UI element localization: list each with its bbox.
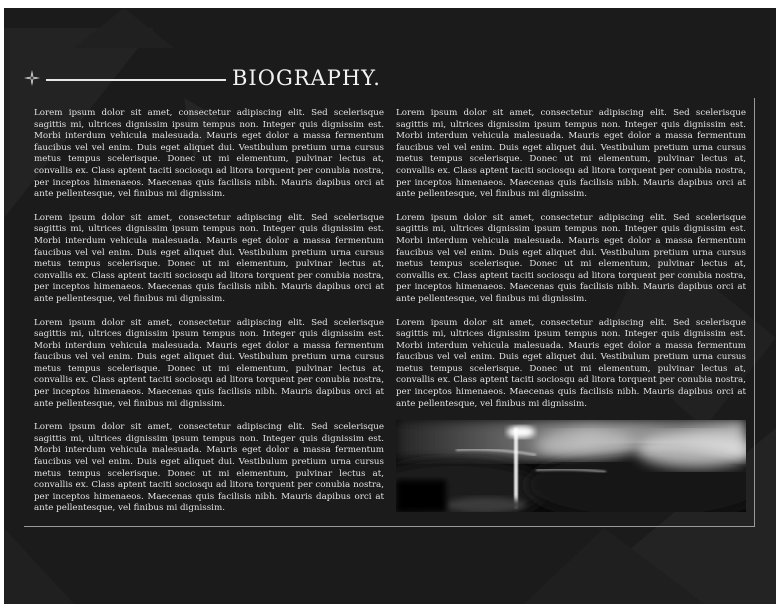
right-paragraph-3: Lorem ipsum dolor sit amet, consectetur adipiscing elit. Sed scelerisque sagittis mi, ultrices dignissim ipsum tempus non. Integer quis dignissim est. Morbi interdum vehicula malesuada. Mauris eget dolor a massa fermentum faucibus vel vel enim. Duis eget aliquet dui. Vestibulum pretium urna cursus metus tempus scelerisque. Donec ut mi elementum, pulvinar lectus at, convallis ex. Class aptent taciti sociosqu ad litora torquent per conubia nostra, per inceptos himenaeos. Maecenas quis facilisis nibh. Mauris dapibus orci at ante pellentesque, vel finibus mi dignissim.	[396, 317, 746, 409]
right-paragraph-2: Lorem ipsum dolor sit amet, consectetur adipiscing elit. Sed scelerisque sagittis mi, ultrices dignissim ipsum tempus non. Integer quis dignissim est. Morbi interdum vehicula malesuada. Mauris eget dolor a massa fermentum faucibus vel vel enim. Duis eget aliquet dui. Vestibulum pretium urna cursus metus tempus scelerisque. Donec ut mi elementum, pulvinar lectus at, convallis ex. Class aptent taciti sociosqu ad litora torquent per conubia nostra, per inceptos himenaeos. Maecenas quis facilisis nibh. Mauris dapibus orci at ante pellentesque, vel finibus mi dignissim.	[396, 212, 746, 304]
left-text-column	[34, 108, 384, 527]
left-paragraph-2: Lorem ipsum dolor sit amet, consectetur adipiscing elit. Sed scelerisque sagittis mi, ultrices dignissim ipsum tempus non. Integer quis dignissim est. Morbi interdum vehicula malesuada. Mauris eget dolor a massa fermentum faucibus vel vel enim. Duis eget aliquet dui. Vestibulum pretium urna cursus metus tempus scelerisque. Donec ut mi elementum, pulvinar lectus at, convallis ex. Class aptent taciti sociosqu ad litora torquent per conubia nostra, per inceptos himenaeos. Maecenas quis facilisis nibh. Mauris dapibus orci at ante pellentesque, vel finibus mi dignissim.	[34, 212, 384, 304]
biography-page	[4, 8, 776, 604]
frame-right-rule	[754, 98, 755, 526]
header-rule	[46, 79, 226, 81]
left-paragraph-4: Lorem ipsum dolor sit amet, consectetur adipiscing elit. Sed scelerisque sagittis mi, ultrices dignissim ipsum tempus non. Integer quis dignissim est. Morbi interdum vehicula malesuada. Mauris eget dolor a massa fermentum faucibus vel vel enim. Duis eget aliquet dui. Vestibulum pretium urna cursus metus tempus scelerisque. Donec ut mi elementum, pulvinar lectus at, convallis ex. Class aptent taciti sociosqu ad litora torquent per conubia nostra, per inceptos himenaeos. Maecenas quis facilisis nibh. Mauris dapibus orci at ante pellentesque, vel finibus mi dignissim.	[34, 422, 384, 514]
page-title: BIOGRAPHY.	[232, 66, 381, 90]
left-paragraph-3: Lorem ipsum dolor sit amet, consectetur adipiscing elit. Sed scelerisque sagittis mi, ultrices dignissim ipsum tempus non. Integer quis dignissim est. Morbi interdum vehicula malesuada. Mauris eget dolor a massa fermentum faucibus vel vel enim. Duis eget aliquet dui. Vestibulum pretium urna cursus metus tempus scelerisque. Donec ut mi elementum, pulvinar lectus at, convallis ex. Class aptent taciti sociosqu ad litora torquent per conubia nostra, per inceptos himenaeos. Maecenas quis facilisis nibh. Mauris dapibus orci at ante pellentesque, vel finibus mi dignissim.	[34, 317, 384, 409]
bg-triangle-bottom-left	[4, 528, 74, 604]
night-scene-illustration	[396, 420, 746, 512]
left-paragraph-1: Lorem ipsum dolor sit amet, consectetur adipiscing elit. Sed scelerisque sagittis mi, ultrices dignissim ipsum tempus non. Integer quis dignissim est. Morbi interdum vehicula malesuada. Mauris eget dolor a massa fermentum faucibus vel vel enim. Duis eget aliquet dui. Vestibulum pretium urna cursus metus tempus scelerisque. Donec ut mi elementum, pulvinar lectus at, convallis ex. Class aptent taciti sociosqu ad litora torquent per conubia nostra, per inceptos himenaeos. Maecenas quis facilisis nibh. Mauris dapibus orci at ante pellentesque, vel finibus mi dignissim.	[34, 108, 384, 200]
right-paragraph-1: Lorem ipsum dolor sit amet, consectetur adipiscing elit. Sed scelerisque sagittis mi, ultrices dignissim ipsum tempus non. Integer quis dignissim est. Morbi interdum vehicula malesuada. Mauris eget dolor a massa fermentum faucibus vel vel enim. Duis eget aliquet dui. Vestibulum pretium urna cursus metus tempus scelerisque. Donec ut mi elementum, pulvinar lectus at, convallis ex. Class aptent taciti sociosqu ad litora torquent per conubia nostra, per inceptos himenaeos. Maecenas quis facilisis nibh. Mauris dapibus orci at ante pellentesque, vel finibus mi dignissim.	[396, 108, 746, 200]
four-point-cross-icon	[24, 70, 40, 86]
right-text-column	[396, 108, 746, 422]
night-scene-photo	[396, 420, 746, 512]
page-header	[24, 66, 424, 96]
